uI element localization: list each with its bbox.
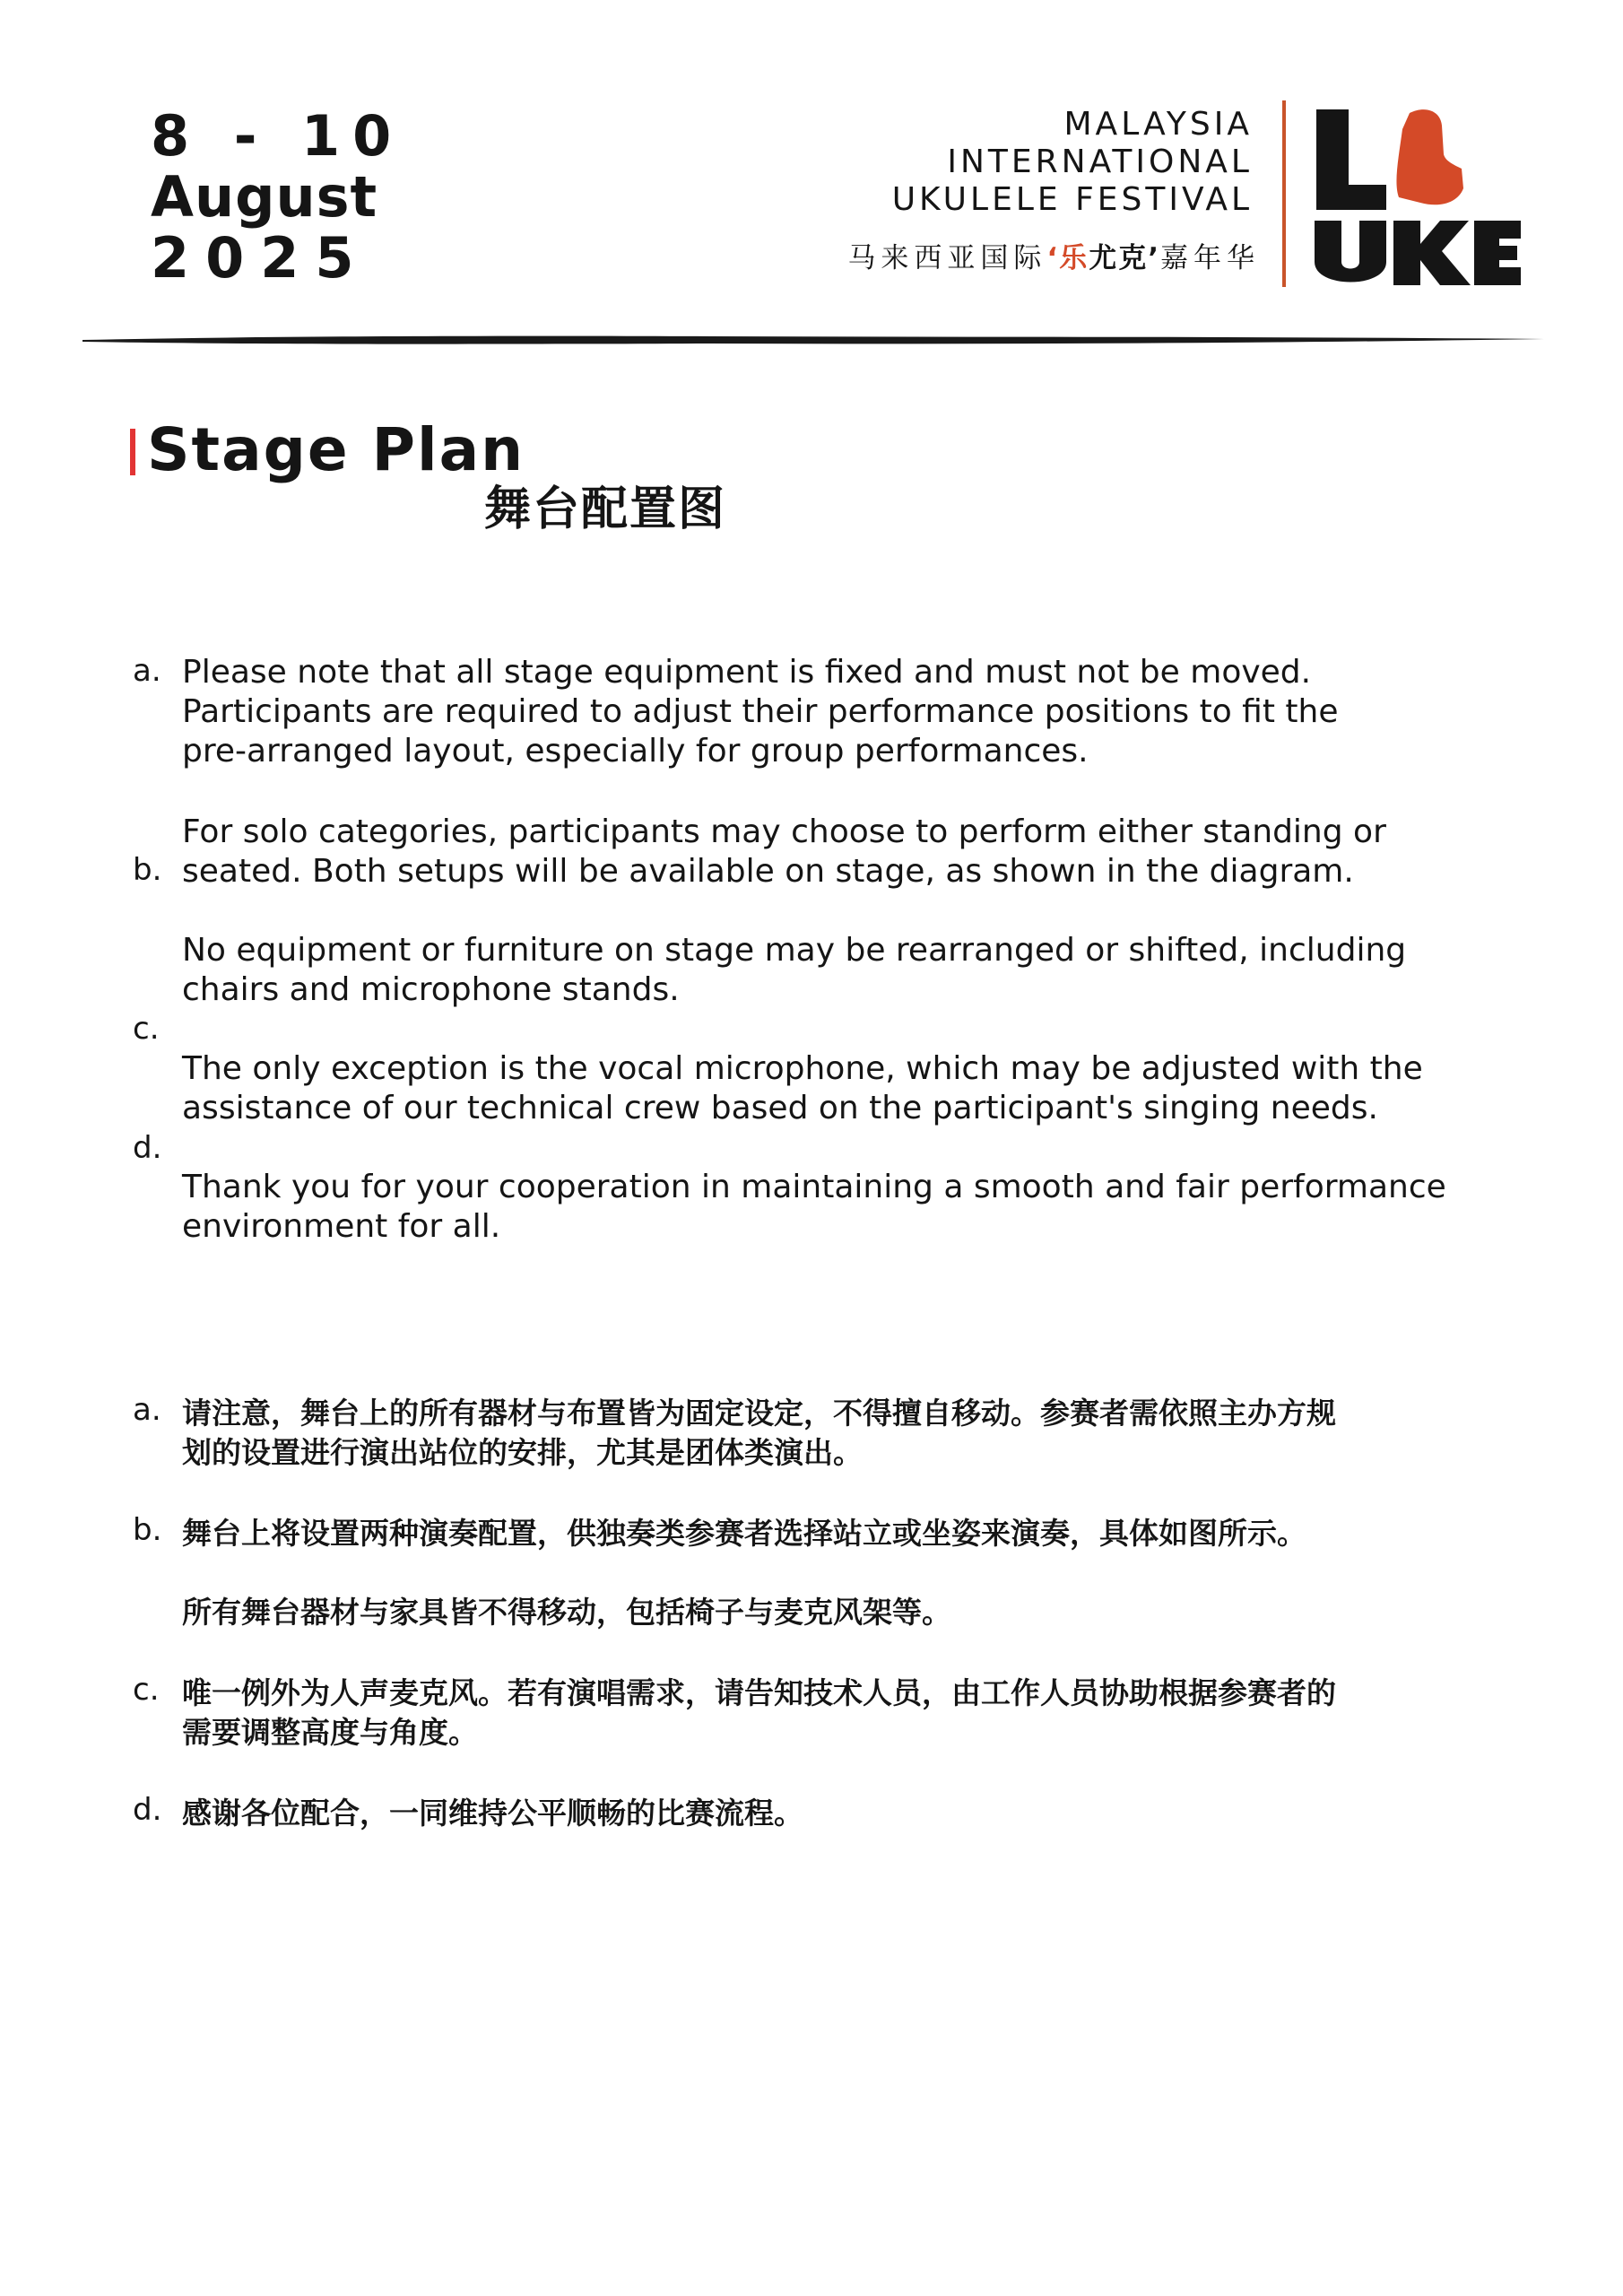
chinese-note-d xyxy=(182,1794,803,1833)
text-line: 划的设置进行演出站位的安排，尤其是团体类演出。 xyxy=(182,1435,863,1470)
text-line: No equipment or furniture on stage may be rearranged or shifted, including xyxy=(182,932,1407,969)
text-line: chairs and microphone stands. xyxy=(182,971,680,1008)
festival-cn-part: 嘉年华 xyxy=(1160,242,1260,274)
page-title: Stage Plan xyxy=(147,415,525,484)
festival-date xyxy=(151,103,404,291)
festival-name-chinese xyxy=(847,235,1260,275)
text-line: Please note that all stage equipment is fixed and must not be moved. xyxy=(182,654,1312,691)
english-note-d xyxy=(182,1168,1446,1247)
text-line: 舞台上将设置两种演奏配置，供独奏类参赛者选择站立或坐姿来演奏，具体如图所示。 xyxy=(182,1516,1306,1551)
list-marker: b. xyxy=(133,1512,162,1548)
festival-name-line: INTERNATIONAL xyxy=(947,144,1253,180)
chinese-note-b xyxy=(182,1514,1306,1553)
luke-logo-mark xyxy=(1309,102,1524,291)
date-month: August xyxy=(151,164,378,230)
text-line: 感谢各位配合，一同维持公平顺畅的比赛流程。 xyxy=(182,1796,803,1831)
text-line: For solo categories, participants may choose to perform either standing or xyxy=(182,813,1386,850)
luke-logo xyxy=(1309,102,1524,291)
brush-stroke-divider xyxy=(82,334,1544,346)
festival-cn-part: 马来西亚国际 xyxy=(847,242,1047,274)
list-marker: c. xyxy=(133,1011,160,1047)
list-marker: d. xyxy=(133,1792,162,1828)
text-line: environment for all. xyxy=(182,1208,501,1245)
list-marker: a. xyxy=(133,1392,161,1428)
text-line: 唯一例外为人声麦克风。若有演唱需求，请告知技术人员，由工作人员协助根据参赛者的 xyxy=(182,1675,1336,1710)
text-line: The only exception is the vocal microphone, which may be adjusted with the xyxy=(182,1050,1423,1087)
page-subtitle-chinese: 舞台配置图 xyxy=(484,483,727,536)
text-line: Thank you for your cooperation in maintaining a smooth and fair performance xyxy=(182,1169,1446,1205)
chinese-note-b2 xyxy=(182,1593,951,1632)
english-note-b xyxy=(182,813,1386,891)
list-marker: b. xyxy=(133,852,162,888)
festival-name-line: UKULELE FESTIVAL xyxy=(891,181,1253,218)
english-note-a xyxy=(182,653,1339,771)
date-days: 8 - 10 xyxy=(151,103,404,169)
festival-name-line: MALAYSIA xyxy=(1063,106,1253,143)
header-divider xyxy=(1282,100,1286,287)
english-note-c xyxy=(182,1049,1423,1128)
text-line: Participants are required to adjust their performance positions to fit the xyxy=(182,693,1339,730)
chinese-note-a xyxy=(182,1394,1336,1473)
title-accent-bar xyxy=(130,429,135,475)
text-line: assistance of our technical crew based on the participant's singing needs. xyxy=(182,1090,1378,1126)
list-marker: d. xyxy=(133,1130,162,1166)
text-line: 所有舞台器材与家具皆不得移动，包括椅子与麦克风架等。 xyxy=(182,1595,951,1630)
text-line: 需要调整高度与角度。 xyxy=(182,1715,478,1750)
text-line: 请注意，舞台上的所有器材与布置皆为固定设定，不得擅自移动。参赛者需依照主办方规 xyxy=(182,1396,1336,1431)
english-note-b2 xyxy=(182,931,1406,1010)
festival-cn-highlight: ‘乐 xyxy=(1046,242,1089,274)
festival-cn-part: 尤克’ xyxy=(1089,242,1160,274)
chinese-note-c xyxy=(182,1674,1336,1752)
date-year: 2025 xyxy=(151,225,370,291)
text-line: seated. Both setups will be available on stage, as shown in the diagram. xyxy=(182,853,1354,890)
list-marker: c. xyxy=(133,1672,160,1708)
list-marker: a. xyxy=(133,653,161,689)
text-line: pre-arranged layout, especially for group performances. xyxy=(182,733,1089,770)
festival-name xyxy=(892,106,1253,219)
